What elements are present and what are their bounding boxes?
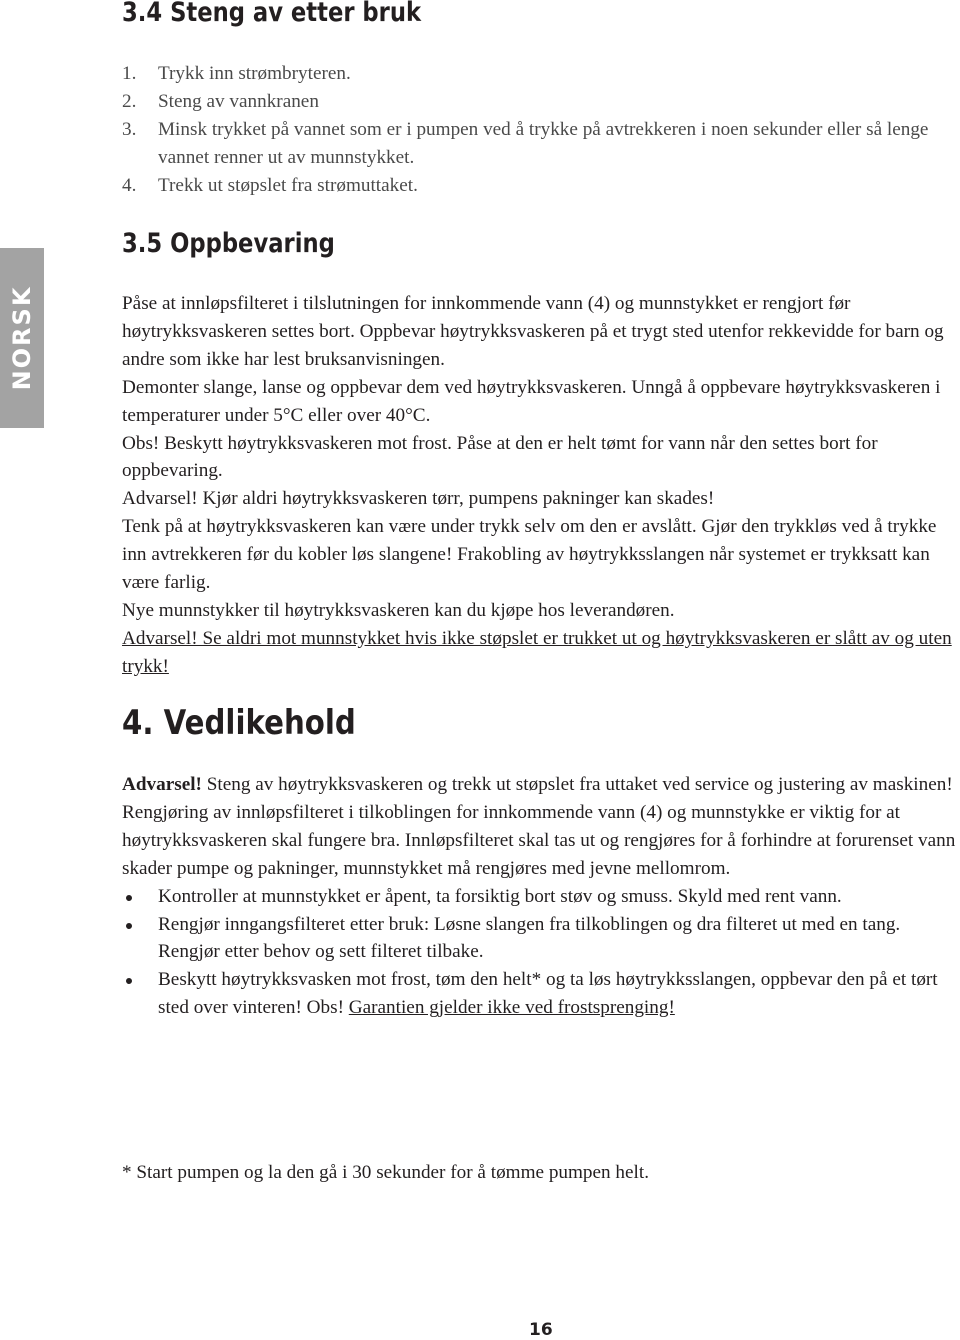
section-4-heading: 4. Vedlikehold — [122, 703, 356, 743]
pressure-notice: Tenk på at høytrykksvaskeren kan være under trykk selv om den er avslått. Gjør den trykkløs ved å trykke inn avtrekkeren før du kobler løs slangene! Frakobling av høytrykksslangen når systemet er trykksatt kan være farlig. — [122, 516, 937, 594]
list-item: 2. Steng av vannkranen — [122, 90, 319, 112]
warranty-note: Garantien gjelder ikke ved frostsprenging! — [348, 997, 675, 1019]
storage-paragraph-1: Påse at innløpsfilteret i tilslutningen for innkommende vann (4) og munnstykket er rengjort før høytrykksvaskeren settes bort. Oppbevar høytrykksvaskeren på et trygt sted utenfor rekkevidde for barn og andre som ikke har lest bruksanvisningen. — [122, 293, 944, 370]
filter-cleaning-paragraph: Rengjøring av innløpsfilteret i tilkoblingen for innkommende vann (4) og munnstykke er viktig for at høytrykksvaskeren skal fungere bra. Innløpsfilteret skal tas ut og rengjøres for å forhindre at forurenset vann skader pumpe og pakninger, munnstykket må rengjøres med jevne mellomrom. — [122, 801, 956, 879]
nozzle-safety-warning: Advarsel! Se aldri mot munnstykket hvis ikke støpslet er trukket ut og høytrykksvaskeren er slått av og uten trykk! — [122, 627, 952, 677]
section-3-4-steps — [122, 60, 956, 200]
page-number: 16 — [529, 1320, 553, 1340]
list-item: Rengjør inngangsfilteret etter bruk: Løsne slangen fra tilkoblingen og dra filteret ut med en tang. Rengjør etter behov og sett filteret tilbake. — [122, 911, 956, 967]
bullet-icon — [126, 895, 132, 901]
bullet-icon — [126, 923, 132, 929]
section-3-5-body — [122, 290, 956, 681]
list-item: Kontroller at munnstykket er åpent, ta forsiktig bort støv og smuss. Skyld med rent vann. — [122, 883, 956, 911]
frost-notice: Obs! Beskytt høytrykksvaskeren mot frost. Påse at den er helt tømt for vann når den settes bort for oppbevaring. — [122, 432, 878, 482]
list-item: 1. Trykk inn strømbryteren. — [122, 63, 351, 84]
list-item: 4. Trekk ut støpslet fra strømuttaket. — [122, 174, 418, 196]
bullet-icon — [126, 978, 132, 984]
nozzle-supplier-note: Nye munnstykker til høytrykksvaskeren kan du kjøpe hos leverandøren. — [122, 599, 675, 621]
section-3-5-heading: 3.5 Oppbevaring — [122, 228, 335, 259]
list-item: 3. Minsk trykket på vannet som er i pumpen ved å trykke på avtrekkeren i noen sekunder eller så lenge vannet renner ut av munnstykket. — [122, 118, 929, 168]
dry-run-warning: Advarsel! Kjør aldri høytrykksvaskeren tørr, pumpens pakninger kan skades! — [122, 488, 715, 510]
language-label: NORSK — [8, 285, 36, 391]
section-3-4-heading: 3.4 Steng av etter bruk — [122, 0, 422, 28]
maintenance-warning: Advarsel! Steng av høytrykksvaskeren og trekk ut støpslet fra uttaket ved service og justering av maskinen! — [122, 774, 953, 795]
section-4-body — [122, 771, 956, 1022]
language-side-tab — [0, 248, 44, 428]
footnote: * Start pumpen og la den gå i 30 sekunder for å tømme pumpen helt. — [122, 1162, 650, 1183]
list-item: Beskytt høytrykksvasken mot frost, tøm den helt* og ta løs høytrykksslangen, oppbevar den på et tørt sted over vinteren! Obs! Garantien gjelder ikke ved frostsprenging! — [122, 966, 956, 1022]
storage-paragraph-2: Demonter slange, lanse og oppbevar dem ved høytrykksvaskeren. Unngå å oppbevare høytrykksvaskeren i temperaturer under 5°C eller over 40°C. — [122, 376, 941, 426]
